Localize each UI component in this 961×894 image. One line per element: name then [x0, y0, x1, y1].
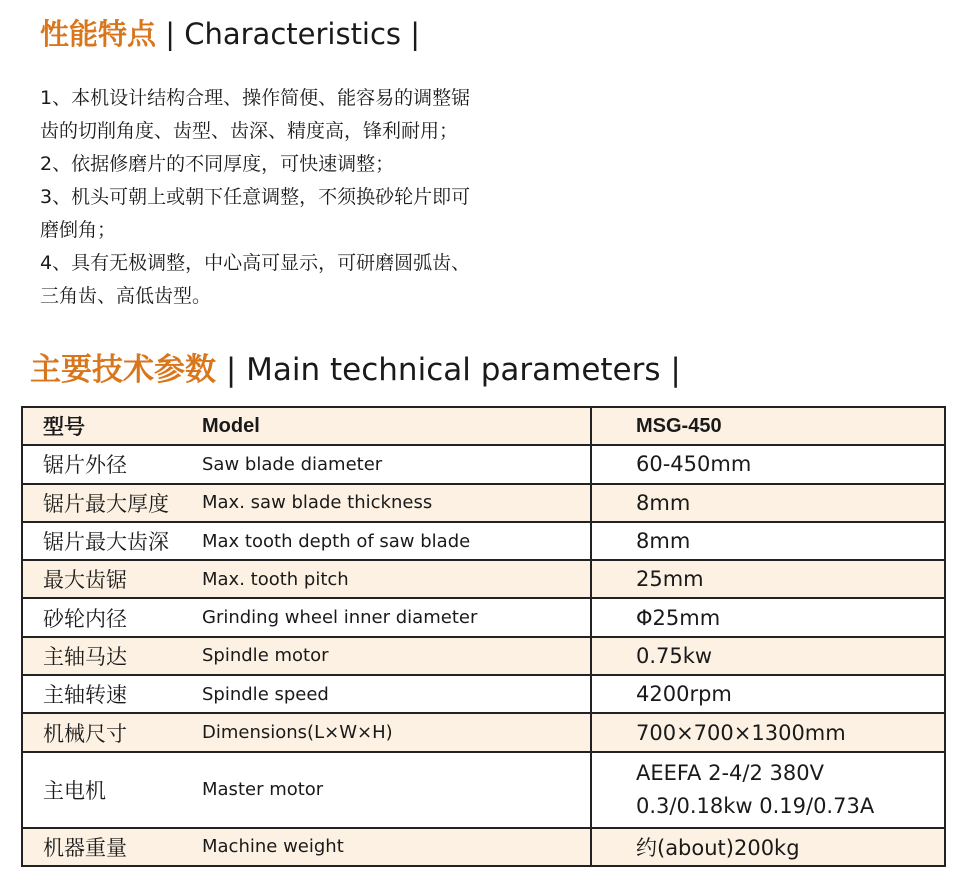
header-value: MSG-450 [591, 407, 945, 445]
param-cn: 主轴马达 [22, 637, 202, 675]
parameters-heading [30, 344, 681, 389]
characteristics-list [40, 82, 560, 313]
feature-line: 1、本机设计结构合理、操作简便、能容易的调整锯 [40, 87, 471, 109]
feature-line: 磨倒角； [40, 219, 117, 241]
param-en: Grinding wheel inner diameter [202, 598, 591, 636]
param-en: Spindle speed [202, 675, 591, 713]
param-en: Spindle motor [202, 637, 591, 675]
param-cn: 锯片最大厚度 [22, 484, 202, 522]
header-en: Model [202, 407, 591, 445]
param-cn: 锯片最大齿深 [22, 522, 202, 560]
characteristics-title-en: | Characteristics | [165, 17, 421, 51]
param-cn: 机械尺寸 [22, 713, 202, 751]
parameters-title-cn: 主要技术参数 [30, 352, 216, 388]
header-cn: 型号 [22, 407, 202, 445]
table-row [22, 445, 945, 483]
table-row [22, 675, 945, 713]
table-row [22, 713, 945, 751]
table-row [22, 828, 945, 866]
param-value: 700×700×1300mm [591, 713, 945, 751]
feature-line: 4、具有无极调整，中心高可显示，可研磨圆弧齿、 [40, 252, 471, 274]
param-value-line-2: 0.3/0.18kw 0.19/0.73A [636, 793, 875, 818]
table-row [22, 560, 945, 598]
table-row [22, 484, 945, 522]
param-value: 60-450mm [591, 445, 945, 483]
param-en: Max tooth depth of saw blade [202, 522, 591, 560]
param-cn: 主电机 [22, 752, 202, 828]
parameters-title-en: | Main technical parameters | [225, 352, 681, 388]
param-cn: 机器重量 [22, 828, 202, 866]
param-value: 8mm [591, 484, 945, 522]
param-cn: 最大齿锯 [22, 560, 202, 598]
param-value: 0.75kw [591, 637, 945, 675]
feature-line: 2、依据修磨片的不同厚度，可快速调整； [40, 153, 395, 175]
param-value [591, 752, 945, 828]
param-value: 8mm [591, 522, 945, 560]
param-value: 4200rpm [591, 675, 945, 713]
parameters-table [21, 406, 946, 867]
feature-line: 3、机头可朝上或朝下任意调整，不须换砂轮片即可 [40, 186, 471, 208]
param-en: Machine weight [202, 828, 591, 866]
table-row [22, 637, 945, 675]
param-en: Max. tooth pitch [202, 560, 591, 598]
param-value: 约(about)200kg [591, 828, 945, 866]
table-row [22, 522, 945, 560]
characteristics-title-cn: 性能特点 [40, 17, 157, 51]
feature-line: 三角齿、高低齿型。 [40, 285, 212, 307]
table-header-row [22, 407, 945, 445]
param-en: Dimensions(L×W×H) [202, 713, 591, 751]
param-en: Master motor [202, 752, 591, 828]
table-row [22, 598, 945, 636]
param-cn: 锯片外径 [22, 445, 202, 483]
table-row [22, 752, 945, 828]
feature-line: 齿的切削角度、齿型、齿深、精度高，锋利耐用； [40, 120, 459, 142]
param-value: Φ25mm [591, 598, 945, 636]
characteristics-heading [40, 12, 420, 53]
param-en: Max. saw blade thickness [202, 484, 591, 522]
param-value-line-1: AEEFA 2-4/2 380V [636, 760, 824, 785]
param-value: 25mm [591, 560, 945, 598]
param-cn: 砂轮内径 [22, 598, 202, 636]
param-en: Saw blade diameter [202, 445, 591, 483]
param-cn: 主轴转速 [22, 675, 202, 713]
